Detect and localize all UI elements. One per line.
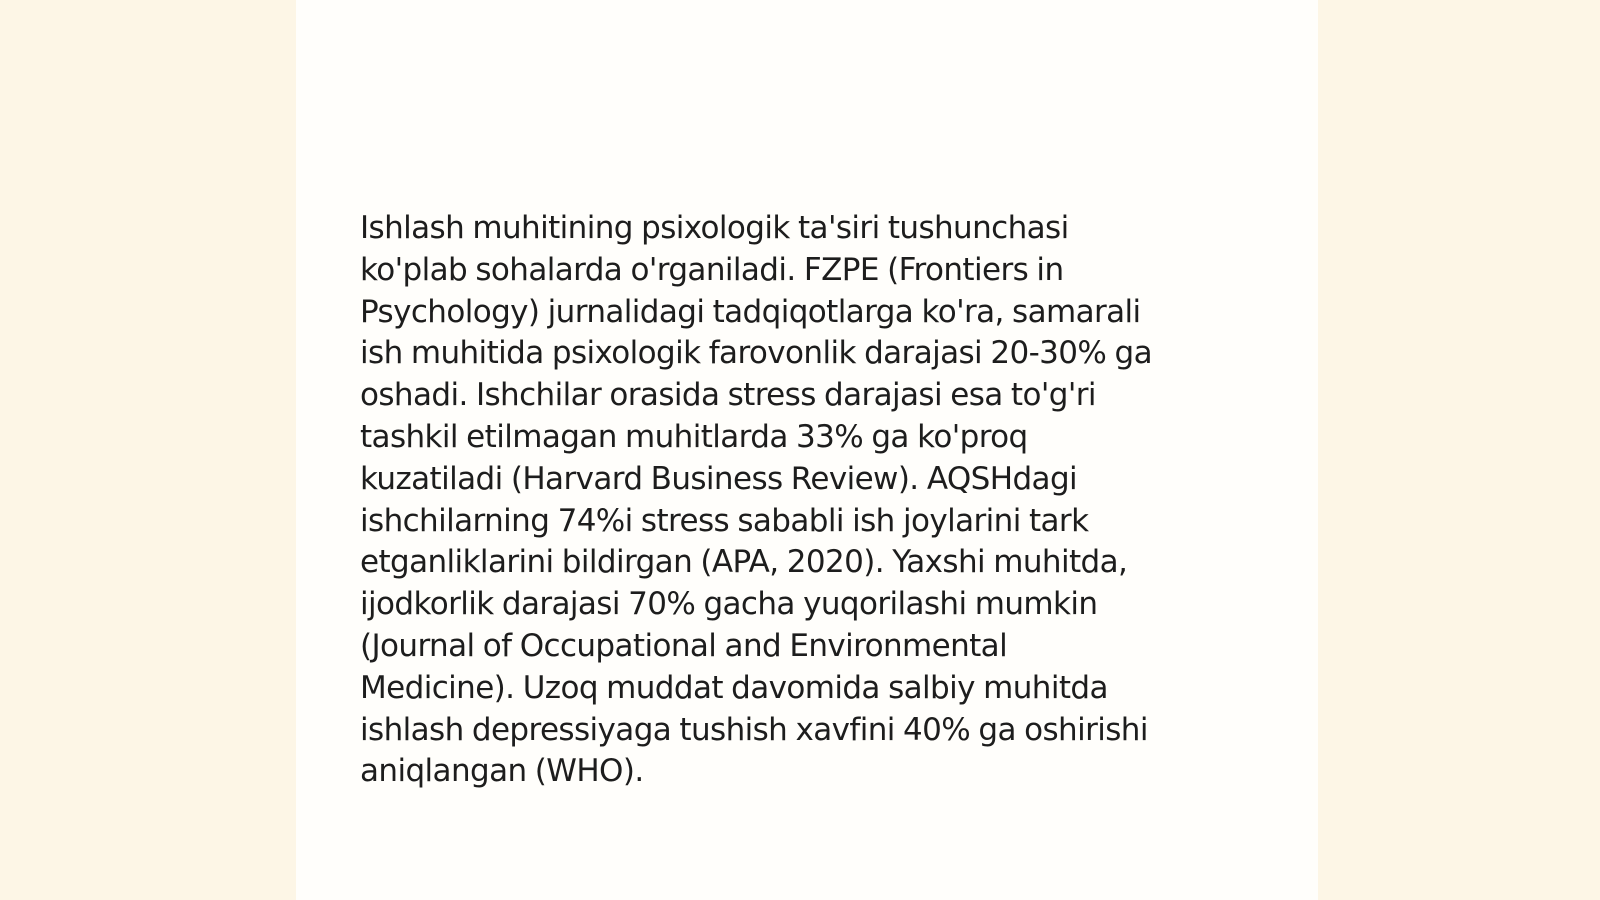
paragraph-line: Medicine). Uzoq muddat davomida salbiy muhitda xyxy=(360,669,1108,706)
paragraph-line: tashkil etilmagan muhitlarda 33% ga ko'proq xyxy=(360,418,1028,455)
paragraph-line: etganliklarini bildirgan (APA, 2020). Yaxshi muhitda, xyxy=(360,544,1128,581)
paragraph-line: aniqlangan (WHO). xyxy=(360,753,644,790)
paragraph-line: ko'plab sohalarda o'rganiladi. FZPE (Frontiers in xyxy=(360,251,1064,288)
paragraph-line: oshadi. Ishchilar orasida stress darajasi esa to'g'ri xyxy=(360,377,1096,414)
paragraph-line: ijodkorlik darajasi 70% gacha yuqorilashi mumkin xyxy=(360,586,1098,623)
paragraph-line: kuzatiladi (Harvard Business Review). AQSHdagi xyxy=(360,460,1078,497)
paragraph-line: Psychology) jurnalidagi tadqiqotlarga ko'ra, samarali xyxy=(360,293,1141,330)
body-paragraph xyxy=(360,208,1240,793)
paragraph-line: Ishlash muhitining psixologik ta'siri tushunchasi xyxy=(360,210,1069,246)
paragraph-line: ish muhitida psixologik farovonlik darajasi 20-30% ga xyxy=(360,335,1152,372)
slide-page xyxy=(296,0,1318,900)
paragraph-line: (Journal of Occupational and Environmental xyxy=(360,627,1008,664)
paragraph-line: ishlash depressiyaga tushish xavfini 40% ga oshirishi xyxy=(360,711,1148,748)
paragraph-line: ishchilarning 74%i stress sababli ish joylarini tark xyxy=(360,502,1089,539)
